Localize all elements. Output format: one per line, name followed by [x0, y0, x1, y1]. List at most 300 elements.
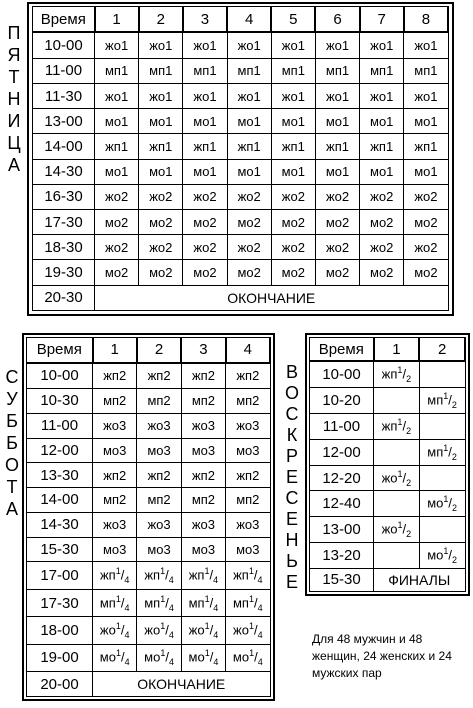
time-cell: 14-30: [27, 512, 93, 537]
event-code: жо: [233, 622, 249, 638]
table-row: [33, 184, 449, 209]
match-cell: мо1: [183, 159, 227, 184]
day-letter: О: [284, 383, 299, 403]
day-letter: С: [285, 488, 299, 508]
match-cell: $жо^1/_2$: [374, 517, 420, 543]
match-cell: жп2: [226, 363, 270, 388]
match-cell: $жо^1/_2$: [374, 465, 420, 491]
event-code: жо: [99, 622, 116, 638]
match-cell: мо2: [183, 210, 227, 235]
fraction-denominator: 2: [406, 477, 412, 488]
match-cell: $мо^1/_4$: [93, 644, 137, 671]
event-code: мп: [427, 444, 444, 460]
fraction-numerator: 1: [397, 417, 403, 428]
match-cell: $мп^1/_2$: [419, 388, 465, 414]
fraction-numerator: 1: [204, 621, 210, 631]
table-row: [27, 644, 271, 671]
event-code: мо: [232, 649, 250, 665]
fraction-denominator: 4: [124, 657, 130, 668]
match-cell: жо2: [139, 235, 183, 260]
match-cell: жп2: [137, 463, 181, 488]
court-header: 4: [227, 7, 271, 33]
fraction-numerator: 1: [115, 593, 121, 604]
end-label: ОКОНЧАНИЕ: [93, 672, 271, 697]
match-cell: мо1: [95, 109, 139, 134]
time-cell: 19-30: [33, 260, 95, 285]
event-code: мп: [188, 594, 205, 610]
match-cell: жо3: [137, 413, 181, 438]
match-cell: мп2: [93, 388, 137, 413]
table-row: [27, 363, 271, 388]
fraction-denominator: 4: [213, 602, 219, 613]
match-cell: мо3: [93, 537, 137, 562]
table-row: [310, 361, 466, 387]
match-cell: жп1: [360, 134, 404, 159]
match-cell: $жо^1/_4$: [226, 617, 270, 644]
match-cell: $жп^1/_4$: [93, 562, 137, 589]
fraction-numerator: 1: [160, 621, 166, 631]
match-cell: жо2: [95, 184, 139, 209]
match-cell: мо2: [95, 210, 139, 235]
time-cell: 10-00: [27, 363, 93, 388]
table-row: [27, 463, 271, 488]
match-cell: мо1: [183, 109, 227, 134]
fraction-numerator: 1: [160, 648, 166, 659]
match-cell: жп1: [139, 134, 183, 159]
match-cell: $жп^1/_2$: [374, 414, 420, 440]
time-column-header: Время: [310, 338, 374, 362]
fraction-numerator: 1: [160, 593, 166, 604]
match-cell: мп2: [226, 388, 270, 413]
match-cell: мо2: [227, 260, 271, 285]
match-cell: жо2: [95, 235, 139, 260]
day-letter: Ь: [286, 551, 298, 571]
time-cell: 13-20: [310, 542, 374, 568]
match-cell: жо1: [360, 32, 404, 58]
fraction-numerator: 1: [248, 621, 254, 631]
court-header: 8: [404, 7, 448, 33]
match-cell: жо2: [404, 235, 448, 260]
match-cell: мо1: [271, 159, 315, 184]
match-cell: мп2: [181, 488, 225, 513]
court-header: 5: [271, 7, 315, 33]
match-cell: мп2: [93, 488, 137, 513]
match-cell: мо3: [181, 537, 225, 562]
match-cell: жо1: [271, 32, 315, 58]
fraction-numerator: 1: [443, 545, 449, 556]
match-cell: $мо^1/_4$: [226, 644, 270, 671]
table-row: [310, 517, 466, 543]
match-cell: мп1: [227, 58, 271, 83]
time-cell: 15-30: [310, 568, 374, 591]
match-cell: мо1: [315, 109, 359, 134]
fraction-numerator: 1: [204, 566, 210, 577]
day-letter: Р: [285, 446, 298, 466]
fraction-denominator: 4: [168, 575, 174, 586]
table-row: [310, 491, 466, 517]
fraction-denominator: 4: [213, 629, 219, 640]
match-cell: мо1: [227, 109, 271, 134]
event-code: мп: [427, 392, 444, 408]
event-code: мо: [427, 495, 444, 511]
match-cell: жп1: [404, 134, 448, 159]
event-code: мо: [99, 649, 116, 665]
fraction-denominator: 4: [124, 629, 130, 640]
match-cell: жо2: [404, 184, 448, 209]
match-cell: мп2: [137, 388, 181, 413]
friday-schedule-table: [32, 6, 449, 311]
table-row: [310, 388, 466, 414]
table-row: [33, 159, 449, 184]
fraction-numerator: 1: [249, 648, 255, 659]
time-cell: 15-30: [27, 537, 93, 562]
match-cell: жо2: [360, 235, 404, 260]
match-cell: мо2: [315, 210, 359, 235]
time-cell: 10-00: [33, 32, 95, 58]
match-cell: жп2: [137, 363, 181, 388]
match-cell: жо3: [93, 413, 137, 438]
match-cell: мп1: [139, 58, 183, 83]
fraction-denominator: 2: [451, 400, 457, 411]
match-cell: жо2: [183, 184, 227, 209]
match-cell: [374, 491, 420, 517]
match-cell: мп1: [315, 58, 359, 83]
match-cell: жо1: [404, 32, 448, 58]
time-cell: 13-00: [310, 517, 374, 543]
match-cell: жп2: [93, 363, 137, 388]
day-letter: Т: [8, 67, 20, 87]
table-row: [27, 388, 271, 413]
match-cell: мо1: [139, 159, 183, 184]
match-cell: мо1: [360, 109, 404, 134]
event-code: жо: [188, 622, 205, 638]
event-code: мп: [144, 594, 161, 610]
match-cell: жо2: [271, 235, 315, 260]
match-cell: мо1: [271, 109, 315, 134]
time-cell: 20-00: [27, 672, 93, 697]
sunday-schedule-table: [309, 337, 466, 592]
match-cell: мо3: [226, 537, 270, 562]
fraction-numerator: 1: [248, 566, 254, 577]
day-letter: К: [286, 425, 298, 445]
event-code: жп: [233, 567, 249, 583]
match-cell: мо1: [404, 109, 448, 134]
match-cell: $мо^1/_4$: [137, 644, 181, 671]
time-cell: 17-30: [33, 210, 95, 235]
event-code: жо: [381, 469, 398, 485]
fraction-denominator: 2: [406, 374, 412, 385]
sunday-day-label: [283, 363, 301, 591]
match-cell: [419, 361, 465, 387]
match-cell: жо1: [360, 84, 404, 109]
day-letter: Н: [7, 89, 21, 109]
court-header: 6: [315, 7, 359, 33]
court-header: 2: [139, 7, 183, 33]
header-row: [27, 338, 271, 363]
match-cell: мо2: [404, 260, 448, 285]
match-cell: жо3: [181, 413, 225, 438]
time-cell: 12-40: [310, 491, 374, 517]
match-cell: мо3: [137, 537, 181, 562]
table-row: [27, 589, 271, 616]
match-cell: жо3: [226, 413, 270, 438]
event-code: мо: [188, 649, 205, 665]
match-cell: жо3: [181, 512, 225, 537]
match-cell: жо2: [183, 235, 227, 260]
day-letter: С: [285, 404, 299, 424]
match-cell: мо1: [139, 109, 183, 134]
court-header: 1: [93, 338, 137, 363]
event-code: жп: [144, 567, 161, 583]
fraction-numerator: 1: [397, 468, 403, 479]
match-cell: мо3: [93, 438, 137, 463]
fraction-numerator: 1: [204, 648, 210, 659]
table-row: [27, 413, 271, 438]
match-cell: жо2: [315, 184, 359, 209]
match-cell: жп2: [181, 363, 225, 388]
match-cell: жп1: [95, 134, 139, 159]
table-row: [33, 58, 449, 83]
match-cell: жо1: [183, 84, 227, 109]
day-letter: Я: [7, 45, 21, 65]
event-code: мп: [99, 594, 116, 610]
match-cell: жо3: [137, 512, 181, 537]
match-cell: $мо^1/_2$: [419, 491, 465, 517]
time-cell: 11-00: [27, 413, 93, 438]
fraction-denominator: 4: [257, 602, 263, 613]
match-cell: $мп^1/_2$: [419, 439, 465, 465]
saturday-day-label: [2, 368, 22, 518]
end-row: [33, 285, 449, 310]
time-cell: 16-30: [33, 184, 95, 209]
end-label: ОКОНЧАНИЕ: [95, 285, 449, 310]
match-cell: жо3: [226, 512, 270, 537]
time-column-header: Время: [33, 7, 95, 33]
match-cell: жп1: [183, 134, 227, 159]
day-letter: А: [7, 155, 20, 175]
fraction-numerator: 1: [204, 593, 210, 604]
table-row: [310, 414, 466, 440]
table-row: [27, 562, 271, 589]
table-row: [310, 439, 466, 465]
match-cell: мп1: [404, 58, 448, 83]
day-letter: О: [4, 455, 19, 475]
match-cell: мо2: [404, 210, 448, 235]
match-cell: жо1: [139, 32, 183, 58]
table-row: [27, 617, 271, 644]
match-cell: жо3: [93, 512, 137, 537]
court-header: 7: [360, 7, 404, 33]
fraction-denominator: 4: [213, 575, 219, 586]
match-cell: жо1: [139, 84, 183, 109]
time-cell: 12-00: [27, 438, 93, 463]
court-header: 2: [137, 338, 181, 363]
match-cell: мо2: [360, 260, 404, 285]
match-cell: жо1: [183, 32, 227, 58]
match-cell: жо2: [227, 184, 271, 209]
match-cell: мп1: [183, 58, 227, 83]
fraction-denominator: 4: [257, 575, 263, 586]
match-cell: $жп^1/_4$: [137, 562, 181, 589]
match-cell: мо3: [181, 438, 225, 463]
fraction-denominator: 4: [124, 575, 130, 586]
match-cell: $жп^1/_4$: [226, 562, 270, 589]
fraction-numerator: 1: [248, 593, 254, 604]
day-letter: У: [6, 389, 18, 409]
time-cell: 13-30: [27, 463, 93, 488]
match-cell: мо2: [360, 210, 404, 235]
match-cell: мо1: [227, 159, 271, 184]
match-cell: жо1: [227, 32, 271, 58]
match-cell: жо1: [404, 84, 448, 109]
fraction-denominator: 4: [213, 657, 219, 668]
fraction-numerator: 1: [397, 520, 403, 531]
match-cell: $мп^1/_4$: [226, 589, 270, 616]
match-cell: жп2: [226, 463, 270, 488]
time-cell: 11-00: [310, 414, 374, 440]
match-cell: мо2: [271, 210, 315, 235]
match-cell: жо2: [360, 184, 404, 209]
day-letter: П: [7, 23, 21, 43]
court-header: 1: [374, 338, 420, 362]
fraction-numerator: 1: [115, 566, 121, 577]
fraction-numerator: 1: [160, 566, 166, 577]
match-cell: [374, 439, 420, 465]
match-cell: мо1: [95, 159, 139, 184]
table-row: [27, 512, 271, 537]
table-row: [33, 84, 449, 109]
court-header: 3: [181, 338, 225, 363]
event-code: жо: [381, 521, 398, 537]
match-cell: $мо^1/_4$: [181, 644, 225, 671]
header-row: [310, 338, 466, 362]
event-code: жп: [381, 418, 398, 434]
match-cell: жо2: [227, 235, 271, 260]
day-letter: И: [7, 111, 21, 131]
match-cell: мо2: [271, 260, 315, 285]
fraction-denominator: 4: [168, 657, 174, 668]
match-cell: жп2: [181, 463, 225, 488]
time-cell: 10-20: [310, 388, 374, 414]
match-cell: жо2: [139, 184, 183, 209]
participants-note: Для 48 мужчин и 48 женщин, 24 женских и 24 мужских пар: [312, 632, 452, 680]
time-cell: 14-00: [33, 134, 95, 159]
fraction-denominator: 2: [406, 529, 412, 539]
match-cell: мо2: [139, 260, 183, 285]
table-row: [33, 134, 449, 159]
match-cell: $жо^1/_4$: [181, 617, 225, 644]
match-cell: жо1: [271, 84, 315, 109]
time-cell: 19-00: [27, 644, 93, 671]
time-cell: 17-30: [27, 589, 93, 616]
end-label: ФИНАЛЫ: [374, 568, 466, 591]
table-row: [310, 465, 466, 491]
header-row: [33, 7, 449, 33]
match-cell: [374, 542, 420, 568]
match-cell: $жп^1/_2$: [374, 361, 420, 387]
day-letter: В: [285, 362, 298, 382]
day-letter: Е: [285, 509, 298, 529]
day-letter: А: [5, 499, 18, 519]
table-row: [33, 210, 449, 235]
match-cell: жо1: [227, 84, 271, 109]
fraction-numerator: 1: [443, 442, 449, 453]
fraction-denominator: 4: [124, 602, 130, 613]
match-cell: [374, 388, 420, 414]
day-letter: С: [5, 367, 19, 387]
table-row: [310, 542, 466, 568]
time-cell: 18-30: [33, 235, 95, 260]
court-header: 2: [419, 338, 465, 362]
time-cell: 20-30: [33, 285, 95, 310]
day-letter: Т: [6, 477, 18, 497]
match-cell: $мп^1/_4$: [137, 589, 181, 616]
fraction-denominator: 4: [257, 629, 263, 640]
day-letter: Н: [285, 530, 299, 550]
match-cell: $жп^1/_4$: [181, 562, 225, 589]
table-row: [33, 260, 449, 285]
time-cell: 10-30: [27, 388, 93, 413]
day-letter: Е: [285, 572, 298, 592]
court-header: 3: [183, 7, 227, 33]
table-row: [27, 438, 271, 463]
match-cell: мо2: [139, 210, 183, 235]
time-cell: 13-00: [33, 109, 95, 134]
fraction-numerator: 1: [443, 494, 449, 505]
table-row: [33, 235, 449, 260]
table-row: [27, 537, 271, 562]
table-row: [27, 488, 271, 513]
match-cell: жп2: [93, 463, 137, 488]
end-row: [310, 568, 466, 591]
day-letter: Б: [6, 411, 18, 431]
match-cell: жо2: [315, 235, 359, 260]
match-cell: [419, 517, 465, 543]
match-cell: мп2: [181, 388, 225, 413]
table-row: [33, 32, 449, 58]
fraction-denominator: 4: [168, 602, 174, 613]
time-column-header: Время: [27, 338, 93, 363]
match-cell: мп1: [95, 58, 139, 83]
friday-day-label: [4, 24, 24, 174]
match-cell: мо3: [226, 438, 270, 463]
fraction-denominator: 2: [451, 451, 457, 462]
day-letter: Е: [285, 467, 298, 487]
event-code: жп: [188, 567, 205, 583]
time-cell: 11-00: [33, 58, 95, 83]
match-cell: мп1: [271, 58, 315, 83]
match-cell: жп1: [227, 134, 271, 159]
match-cell: жп1: [271, 134, 315, 159]
match-cell: жп1: [315, 134, 359, 159]
fraction-denominator: 4: [257, 657, 263, 668]
court-header: 1: [95, 7, 139, 33]
fraction-denominator: 2: [406, 425, 412, 436]
fraction-numerator: 1: [115, 621, 121, 631]
match-cell: жо1: [95, 84, 139, 109]
match-cell: мо2: [95, 260, 139, 285]
time-cell: 12-00: [310, 439, 374, 465]
fraction-denominator: 2: [452, 554, 458, 565]
time-cell: 14-00: [27, 488, 93, 513]
time-cell: 17-00: [27, 562, 93, 589]
match-cell: мо1: [315, 159, 359, 184]
fraction-denominator: 4: [168, 629, 174, 640]
day-letter: Б: [6, 433, 18, 453]
fraction-numerator: 1: [115, 648, 121, 659]
fraction-denominator: 2: [452, 503, 458, 514]
court-header: 4: [226, 338, 270, 363]
